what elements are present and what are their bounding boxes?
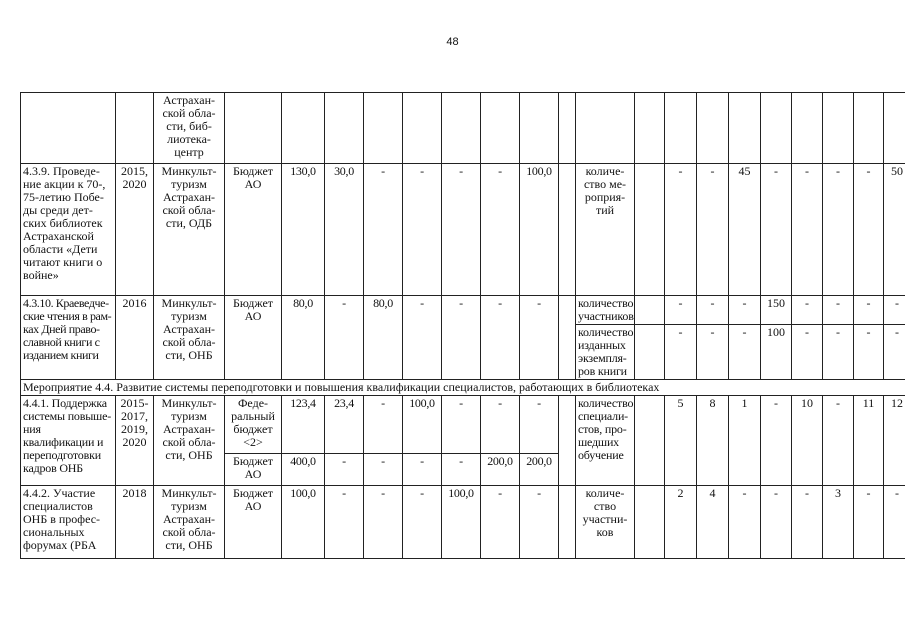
target-cell: 50 [884,164,905,296]
target-cell: - [729,325,761,380]
table-row [21,164,905,296]
indicator-cell: количество специали-стов, про-шедших обучение [576,396,635,486]
target-cell: - [697,164,729,296]
amount-cell: - [442,296,481,380]
amount-cell: - [364,164,403,296]
cell [481,93,520,164]
target-cell: - [761,396,792,486]
target-cell: 45 [729,164,761,296]
target-cell: 5 [665,396,697,486]
amount-cell: 23,4 [325,396,364,454]
amount-cell: - [481,296,520,380]
activity-name: 4.3.10. Краеведче-ские чтения в рам-ках Дней право-славной книги с изданием книги [21,296,116,380]
cell [559,486,576,559]
cell [884,93,905,164]
target-cell: - [792,486,823,559]
cell [854,93,884,164]
source-cell: Бюджет АО [225,164,282,296]
target-cell: 100 [761,325,792,380]
years-cell: 2018 [116,486,154,559]
indicator-cell: количество изданных экземпля-ров книги [576,325,635,380]
cell [559,93,576,164]
table-row [21,296,905,325]
program-table [20,92,905,559]
amount-cell: 100,0 [282,486,325,559]
activity-name: 4.3.9. Проведе-ние акции к 70-, 75-летию Побе-ды среди дет-ских библиотек Астраханской области «Дети читают книги о войне» [21,164,116,296]
target-cell: - [697,325,729,380]
target-cell: 10 [792,396,823,486]
target-cell: - [884,325,905,380]
target-cell: 8 [697,396,729,486]
source-cell: Бюджет АО [225,454,282,486]
target-cell: - [854,296,884,325]
table-row [21,396,905,454]
cell [325,93,364,164]
target-cell: - [729,486,761,559]
source-cell: Феде-ральный бюджет <2> [225,396,282,454]
source-cell: Бюджет АО [225,296,282,380]
page-number: 48 [446,36,459,48]
cell [225,93,282,164]
years-cell: 2015, 2020 [116,164,154,296]
amount-cell: - [442,164,481,296]
target-cell: - [792,296,823,325]
amount-cell: 80,0 [364,296,403,380]
cell [403,93,442,164]
amount-cell: - [403,164,442,296]
target-cell: - [854,486,884,559]
target-cell: 2 [665,486,697,559]
amount-cell: 100,0 [442,486,481,559]
target-cell: - [729,296,761,325]
target-cell: 12 [884,396,905,486]
cell [520,93,559,164]
amount-cell: - [403,454,442,486]
cell [442,93,481,164]
target-cell: - [665,296,697,325]
cell [823,93,854,164]
amount-cell: 100,0 [403,396,442,454]
cell [282,93,325,164]
cell [559,396,576,486]
cell [729,93,761,164]
target-cell: - [792,325,823,380]
target-cell: 150 [761,296,792,325]
amount-cell: - [364,396,403,454]
cell [635,93,665,164]
indicator-cell: количе-ство ме-роприя-тий [576,164,635,296]
amount-cell: 130,0 [282,164,325,296]
amount-cell: - [364,454,403,486]
amount-cell: - [403,296,442,380]
cell [21,93,116,164]
amount-cell: - [481,396,520,454]
base-value-cell [635,164,665,296]
amount-cell: 400,0 [282,454,325,486]
source-cell: Бюджет АО [225,486,282,559]
amount-cell: - [325,454,364,486]
executor-cell: Астрахан-ской обла-сти, биб-лиотека-центр [154,93,225,164]
base-value-cell [635,325,665,380]
executor-cell: Минкульт-туризм Астрахан-ской обла-сти, ОНБ [154,486,225,559]
amount-cell: 100,0 [520,164,559,296]
target-cell: - [761,164,792,296]
table-row [21,93,905,164]
cell [576,93,635,164]
target-cell: - [884,486,905,559]
indicator-cell: количе-ство участни-ков [576,486,635,559]
base-value-cell [635,296,665,325]
target-cell: 4 [697,486,729,559]
amount-cell: - [325,296,364,380]
amount-cell: 30,0 [325,164,364,296]
cell [364,93,403,164]
table-row [21,486,905,559]
executor-cell: Минкульт-туризм Астрахан-ской обла-сти, ОДБ [154,164,225,296]
amount-cell: - [481,486,520,559]
base-value-cell [635,396,665,486]
target-cell: - [823,164,854,296]
amount-cell: - [520,486,559,559]
target-cell: - [665,325,697,380]
years-cell: 2016 [116,296,154,380]
target-cell: 1 [729,396,761,486]
target-cell: 3 [823,486,854,559]
cell [665,93,697,164]
amount-cell [559,296,576,380]
target-cell: - [823,296,854,325]
target-cell: - [792,164,823,296]
amount-cell: - [364,486,403,559]
target-cell: - [854,325,884,380]
amount-cell: 200,0 [481,454,520,486]
target-cell: - [761,486,792,559]
cell [697,93,729,164]
target-cell: - [823,325,854,380]
amount-cell: - [403,486,442,559]
amount-cell: 123,4 [282,396,325,454]
target-cell: - [665,164,697,296]
executor-cell: Минкульт-туризм Астрахан-ской обла-сти, ОНБ [154,396,225,486]
activity-name: 4.4.2. Участие специалистов ОНБ в профес-сиональных форумах (РБА [21,486,116,559]
amount-cell: - [520,396,559,454]
amount-cell: - [442,396,481,454]
target-cell: - [697,296,729,325]
amount-cell: 80,0 [282,296,325,380]
cell [761,93,792,164]
target-cell: - [884,296,905,325]
executor-cell: Минкульт-туризм Астрахан-ской обла-сти, ОНБ [154,296,225,380]
table-row [21,380,905,396]
amount-cell: 200,0 [520,454,559,486]
amount-cell: - [325,486,364,559]
years-cell: 2015-2017, 2019, 2020 [116,396,154,486]
cell [792,93,823,164]
cell [116,93,154,164]
activity-name: 4.4.1. Поддержка системы повыше-ния квалификации и переподготовки кадров ОНБ [21,396,116,486]
target-cell: - [854,164,884,296]
amount-cell: - [481,164,520,296]
target-cell: 11 [854,396,884,486]
amount-cell: - [442,454,481,486]
event-heading: Мероприятие 4.4. Развитие системы переподготовки и повышения квалификации специалистов, работающих в библиотеках [21,380,905,396]
amount-cell: - [520,296,559,380]
base-value-cell [635,486,665,559]
indicator-cell: количество участников [576,296,635,325]
amount-cell [559,164,576,296]
target-cell: - [823,396,854,486]
